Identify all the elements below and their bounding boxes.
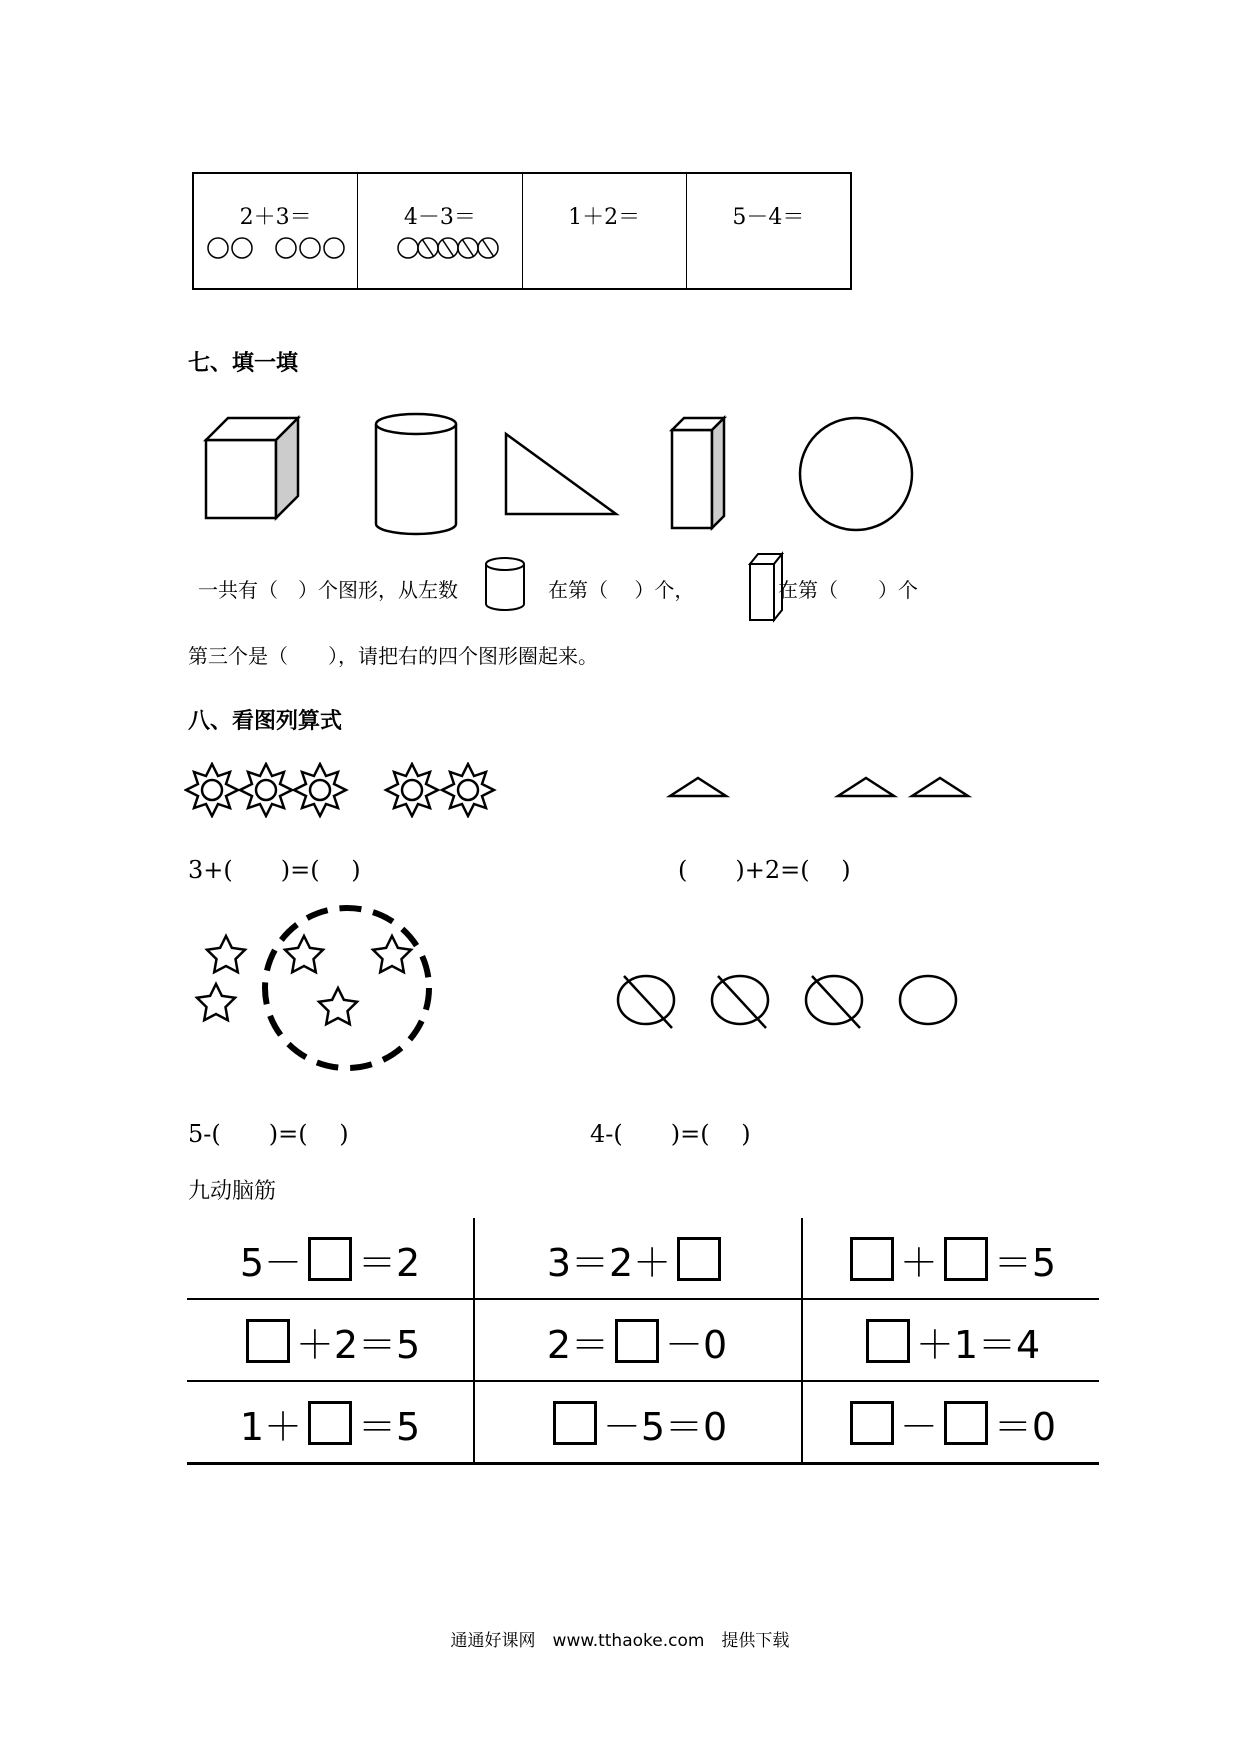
section-heading: 八、看图列算式 (188, 709, 343, 734)
cylinder-shape (376, 414, 456, 534)
crossed-ovals-illustration (610, 966, 960, 1036)
cube-shape (206, 418, 298, 518)
crossed-circles-illustration (396, 230, 506, 266)
answer-box[interactable] (677, 1237, 721, 1281)
fill-line-1b: 在第（ ）个， (548, 578, 695, 602)
teaser-cell: － ＝0 (801, 1382, 1099, 1464)
equation-cell (358, 174, 522, 288)
triangle-hat-icon (912, 778, 968, 796)
equation-text: 5－4＝ (732, 205, 805, 230)
circle-shape (800, 418, 912, 530)
star-icon (285, 936, 323, 972)
answer-box[interactable] (308, 1401, 352, 1445)
teaser-cell: 5－ ＝2 (187, 1218, 473, 1300)
answer-box[interactable] (615, 1319, 659, 1363)
triangle-hat-icon (670, 778, 726, 796)
sun-icon (386, 764, 438, 816)
teaser-cell: ＋ ＝5 (801, 1218, 1099, 1300)
teaser-row (187, 1300, 1099, 1382)
section-heading: 九动脑筋 (188, 1179, 277, 1204)
answer-box[interactable] (246, 1319, 290, 1363)
answer-box[interactable] (308, 1237, 352, 1281)
equation-cell (523, 174, 687, 288)
brain-teaser-table (187, 1218, 1099, 1468)
equation-table (192, 172, 852, 290)
page-footer: 通通好课网 www.tthaoke.com 提供下载 (450, 1631, 790, 1651)
answer-box[interactable] (944, 1237, 988, 1281)
teaser-cell: ＋2＝5 (187, 1300, 473, 1382)
section-heading: 七、填一填 (188, 351, 299, 376)
circles-illustration (204, 230, 354, 266)
expression-2: ( )+2=( ) (678, 856, 851, 884)
star-icon (197, 984, 235, 1020)
sun-icon (240, 764, 292, 816)
teaser-row (187, 1218, 1099, 1300)
sun-icon (186, 764, 238, 816)
hats-illustration (666, 772, 986, 802)
expression-1: 3+( )=( ) (188, 856, 361, 884)
triangle-hat-icon (838, 778, 894, 796)
teaser-cell: －5＝0 (473, 1382, 801, 1464)
answer-box[interactable] (944, 1401, 988, 1445)
answer-box[interactable] (553, 1401, 597, 1445)
cuboid-shape (672, 418, 724, 528)
teaser-cell: 2＝ －0 (473, 1300, 801, 1382)
equation-cell (194, 174, 358, 288)
fill-line-2: 第三个是（ ），请把右的四个图形圈起来。 (188, 644, 598, 668)
expression-3: 5-( )=( ) (188, 1120, 349, 1148)
star-icon (319, 988, 357, 1024)
fill-line-1a: 一共有（ ）个图形，从左数 (198, 578, 458, 602)
answer-box[interactable] (850, 1401, 894, 1445)
triangle-shape (506, 434, 616, 514)
equation-text: 4－3＝ (403, 205, 476, 230)
shapes-row (200, 410, 940, 540)
answer-box[interactable] (850, 1237, 894, 1281)
teaser-row (187, 1382, 1099, 1464)
equation-cell (687, 174, 850, 288)
equation-text: 2＋3＝ (239, 205, 312, 230)
teaser-cell: 1＋ ＝5 (187, 1382, 473, 1464)
sun-icon (294, 764, 346, 816)
answer-box[interactable] (866, 1319, 910, 1363)
suns-illustration (184, 762, 504, 818)
stars-circle-illustration (186, 900, 446, 1080)
star-icon (373, 936, 411, 972)
star-icon (207, 936, 245, 972)
sun-icon (442, 764, 494, 816)
teaser-cell: 3＝2＋ (473, 1218, 801, 1300)
small-cylinder-icon (482, 554, 528, 614)
equation-text: 1＋2＝ (568, 205, 641, 230)
expression-4: 4-( )=( ) (590, 1120, 751, 1148)
teaser-cell: ＋1＝4 (801, 1300, 1099, 1382)
fill-line-1c: 在第（ ）个 (778, 578, 918, 602)
